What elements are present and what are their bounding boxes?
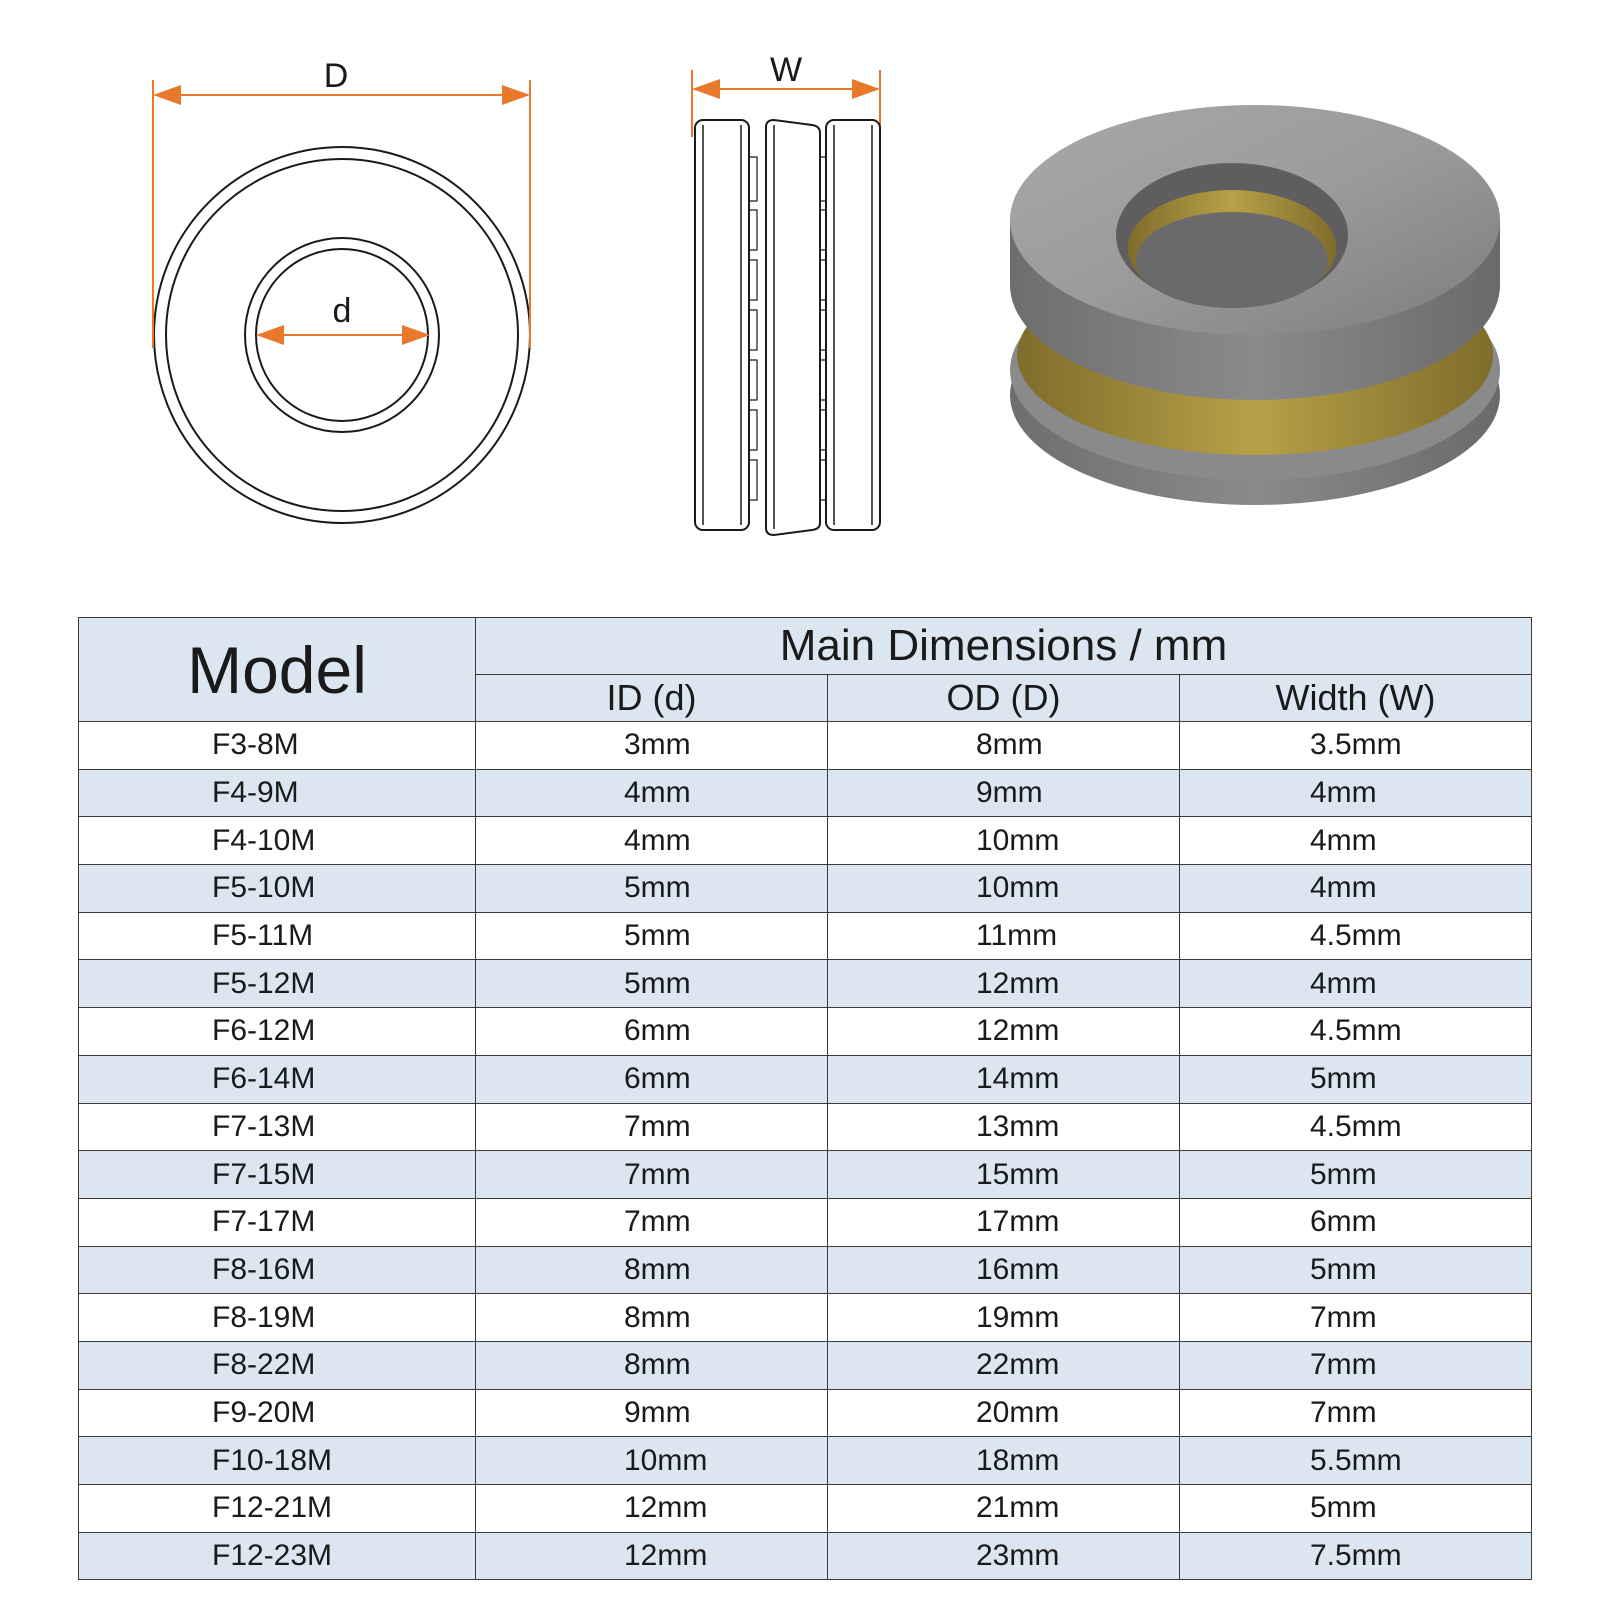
table-row [79,1341,1532,1389]
id-cell: 10mm [476,1437,828,1485]
table-row [79,1008,1532,1056]
width-cell: 5mm [1179,1055,1531,1103]
od-cell: 18mm [827,1437,1179,1485]
od-cell: 20mm [827,1389,1179,1437]
od-cell: 19mm [827,1294,1179,1342]
od-cell: 10mm [827,865,1179,913]
model-cell: F7-13M [79,1103,476,1151]
od-cell: 12mm [827,1008,1179,1056]
model-cell: F10-18M [79,1437,476,1485]
id-cell: 8mm [476,1246,828,1294]
main-dimensions-header: Main Dimensions / mm [476,618,1532,675]
od-cell: 17mm [827,1198,1179,1246]
id-label: d [332,292,352,330]
width-cell: 4.5mm [1179,912,1531,960]
table-row [79,769,1532,817]
od-cell: 21mm [827,1485,1179,1533]
od-cell: 12mm [827,960,1179,1008]
width-cell: 4mm [1179,960,1531,1008]
table-row [79,1294,1532,1342]
table-row [79,912,1532,960]
table-row [79,722,1532,770]
width-cell: 4mm [1179,865,1531,913]
id-cell: 6mm [476,1008,828,1056]
width-cell: 4.5mm [1179,1103,1531,1151]
model-header: Model [79,618,476,722]
model-cell: F3-8M [79,722,476,770]
id-cell: 5mm [476,960,828,1008]
width-column-header: Width (W) [1179,675,1531,722]
id-cell: 12mm [476,1532,828,1580]
model-cell: F5-10M [79,865,476,913]
width-cell: 7.5mm [1179,1532,1531,1580]
table-row [79,1198,1532,1246]
id-cell: 12mm [476,1485,828,1533]
od-cell: 11mm [827,912,1179,960]
width-cell: 5mm [1179,1485,1531,1533]
width-cell: 7mm [1179,1341,1531,1389]
width-cell: 7mm [1179,1389,1531,1437]
table-row [79,1532,1532,1580]
width-cell: 3.5mm [1179,722,1531,770]
od-cell: 14mm [827,1055,1179,1103]
table-row [79,960,1532,1008]
id-cell: 8mm [476,1294,828,1342]
table-row [79,1437,1532,1485]
table-row [79,1246,1532,1294]
model-cell: F5-11M [79,912,476,960]
model-cell: F6-12M [79,1008,476,1056]
table-row [79,1103,1532,1151]
table-row [79,1485,1532,1533]
model-cell: F4-10M [79,817,476,865]
width-cell: 6mm [1179,1198,1531,1246]
od-cell: 8mm [827,722,1179,770]
width-label: W [769,51,803,89]
model-cell: F4-9M [79,769,476,817]
od-column-header: OD (D) [827,675,1179,722]
id-cell: 7mm [476,1198,828,1246]
od-label: D [323,57,349,95]
id-cell: 5mm [476,912,828,960]
width-cell: 4mm [1179,817,1531,865]
table-row [79,1151,1532,1199]
id-cell: 4mm [476,817,828,865]
od-cell: 15mm [827,1151,1179,1199]
od-cell: 10mm [827,817,1179,865]
model-cell: F8-22M [79,1341,476,1389]
id-cell: 8mm [476,1341,828,1389]
width-cell: 5mm [1179,1246,1531,1294]
width-cell: 4mm [1179,769,1531,817]
model-cell: F12-21M [79,1485,476,1533]
model-cell: F7-17M [79,1198,476,1246]
model-cell: F8-16M [79,1246,476,1294]
width-cell: 7mm [1179,1294,1531,1342]
id-column-header: ID (d) [476,675,828,722]
model-cell: F9-20M [79,1389,476,1437]
id-cell: 4mm [476,769,828,817]
bearing-photo [1000,100,1520,540]
model-cell: F5-12M [79,960,476,1008]
od-cell: 22mm [827,1341,1179,1389]
model-cell: F7-15M [79,1151,476,1199]
id-cell: 3mm [476,722,828,770]
od-cell: 16mm [827,1246,1179,1294]
id-cell: 5mm [476,865,828,913]
front-view-diagram [140,50,560,550]
table-row [79,1389,1532,1437]
od-cell: 23mm [827,1532,1179,1580]
model-cell: F8-19M [79,1294,476,1342]
model-cell: F6-14M [79,1055,476,1103]
id-cell: 9mm [476,1389,828,1437]
width-cell: 5.5mm [1179,1437,1531,1485]
dimensions-table [78,617,1532,1580]
model-cell: F12-23M [79,1532,476,1580]
od-cell: 13mm [827,1103,1179,1151]
id-cell: 7mm [476,1103,828,1151]
side-view-diagram [680,45,900,555]
width-cell: 5mm [1179,1151,1531,1199]
od-cell: 9mm [827,769,1179,817]
id-cell: 6mm [476,1055,828,1103]
id-cell: 7mm [476,1151,828,1199]
table-row [79,1055,1532,1103]
width-cell: 4.5mm [1179,1008,1531,1056]
table-row [79,817,1532,865]
table-row [79,865,1532,913]
